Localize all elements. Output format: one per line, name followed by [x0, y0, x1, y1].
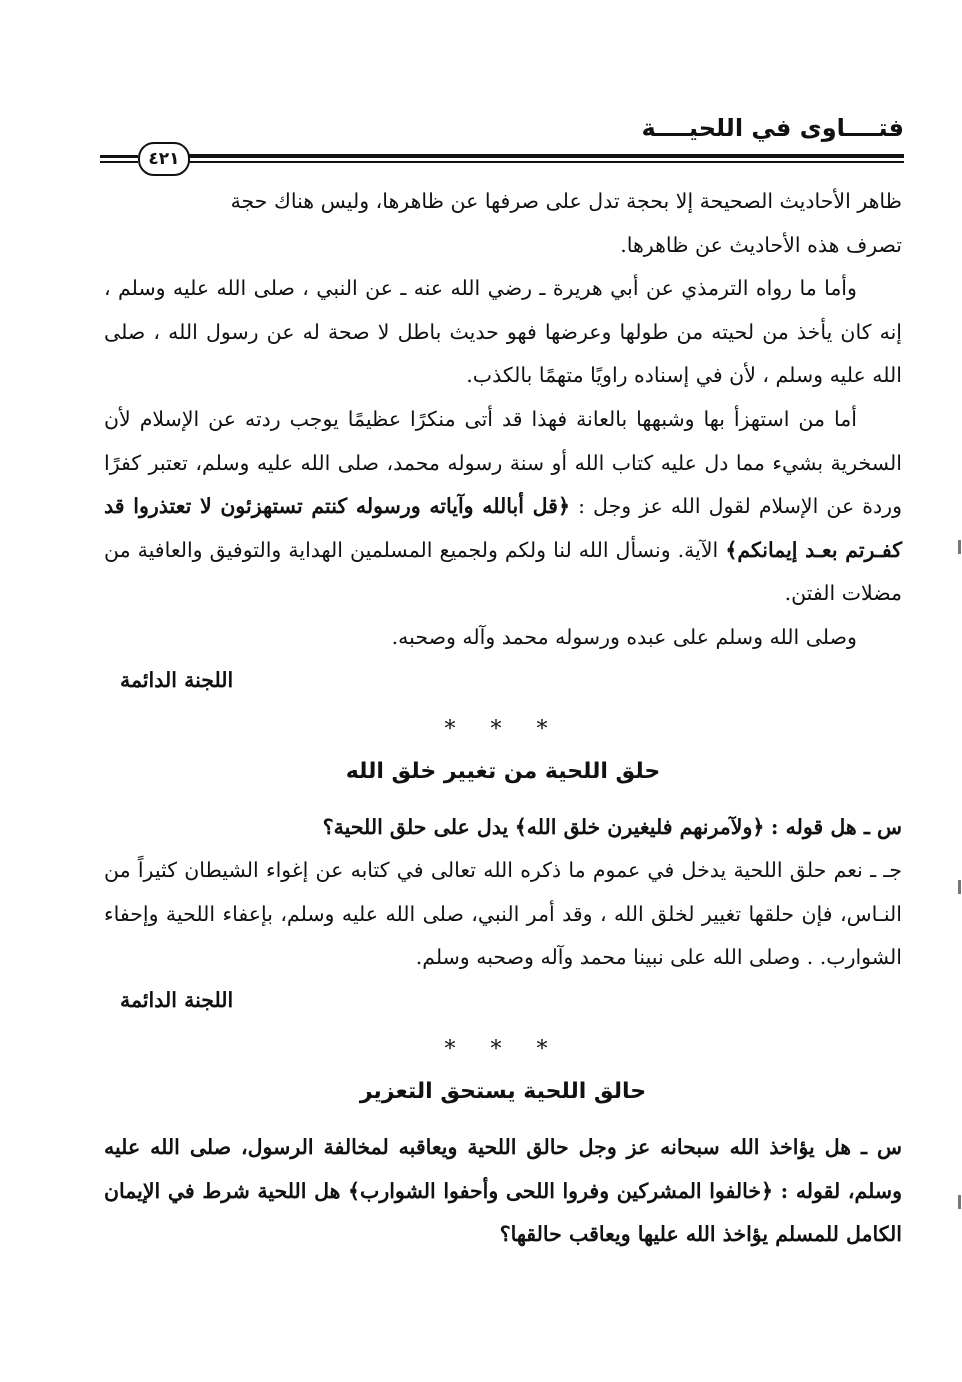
paragraph-3-text-a: أما من استهزأ بها وشبهها بالعانة فهذا قد أتى منكرًا عظيمًا يوجب ردته عن الإسلام لأن السخرية بشيء مما دل عليه كتاب الله أو سنة رسوله محمد، صلى الله عليه وسلم، تعتبر كفرًا وردة عن الإسلام لقول الله عز وجل :	[104, 406, 902, 519]
quran-quote-2: ﴿ولآمرنهم فليغيرن خلق الله﴾	[514, 814, 765, 839]
scan-mark	[958, 880, 961, 894]
section-divider-1: * * *	[444, 716, 562, 742]
section-1-title: حلق اللحية من تغيير خلق الله	[345, 758, 661, 784]
paragraph-2: وأما ما رواه الترمذي عن أبي هريرة ـ رضي الله عنه ـ عن النبي ، صلى الله عليه وسلم ، إنه كان يأخذ من لحيته من طولها وعرضها فهو حديث باطل لا صحة له عن رسول الله ، صلى الله عليه وسلم ، لأن في إسناده راويًا متهمًا بالكذب.	[104, 276, 902, 388]
page-number: ٤٢١	[138, 142, 190, 176]
paragraph-1-line-2: تصرف هذه الأحاديث عن ظاهرها.	[620, 232, 902, 257]
section-1-question	[104, 806, 902, 850]
paragraph-1-line-1: ظاهر الأحاديث الصحيحة إلا بحجة تدل على صرفها عن ظاهرها، وليس هناك حجة	[230, 189, 902, 213]
closing-line: وصلى الله وسلم على عبده ورسوله محمد وآله وصحبه.	[391, 624, 857, 649]
body-text	[104, 180, 902, 1257]
paragraph-3-text-b: الآية. ونسأل الله لنا ولكم ولجميع المسلمين الهداية والتوفيق والعافية من مضلات الفتن.	[104, 537, 902, 606]
quran-quote-1: ﴿قل أبالله وآياته ورسوله كنتم تستهزئون لا تعتذروا قد كفـرتم بعـد إيمانكم﴾	[104, 494, 902, 562]
page-header	[100, 110, 904, 170]
section-1-answer: جـ ـ نعم حلق اللحية يدخل في عموم ما ذكره الله تعالى في كتابه عن إغواء الشيطان كثيراً من النـاس، فإن حلقها تغيير لخلق الله ، وقد أمر النبي، صلى الله عليه وسلم، بإعفاء اللحية وإحفاء الشوارب. . وصلى الله على نبينا محمد وآله وصحبه وسلم.	[104, 858, 902, 970]
question-suffix: يدل على حلق اللحية؟	[322, 814, 509, 839]
spacer	[104, 794, 902, 806]
hadith-quote: ﴿خالفوا المشركين وفروا اللحى وأحفوا الشوارب﴾	[348, 1178, 774, 1203]
paragraph-3	[104, 398, 902, 616]
scan-mark	[958, 540, 961, 554]
signature-2: اللجنة الدائمة	[120, 987, 234, 1012]
header-rule-left	[100, 155, 138, 158]
question-text-a: س ـ هل يؤاخذ الله سبحانه عز وجل حالق اللحية ويعاقبه لمخالفة الرسول، صلى الله عليه وسلم، لقوله :	[104, 1134, 902, 1203]
header-rule-left-thin	[100, 161, 138, 163]
scan-mark	[958, 1195, 961, 1209]
section-2-title: حالق اللحية يستحق التعزير	[359, 1078, 647, 1104]
spacer	[104, 1114, 902, 1126]
section-2-question	[104, 1126, 902, 1257]
header-rule-thin	[188, 161, 904, 163]
question-prefix: س ـ هل قوله :	[770, 814, 902, 839]
signature-1: اللجنة الدائمة	[120, 667, 234, 692]
section-divider-2: * * *	[444, 1036, 562, 1062]
question-text-b: هل اللحية شرط في الإيمان الكامل للمسلم يؤاخذ الله عليها ويعاقب حالقها؟	[104, 1178, 902, 1247]
running-title: فتــــاوى في اللحيــــة	[641, 114, 904, 142]
header-rule-thick	[188, 154, 904, 158]
